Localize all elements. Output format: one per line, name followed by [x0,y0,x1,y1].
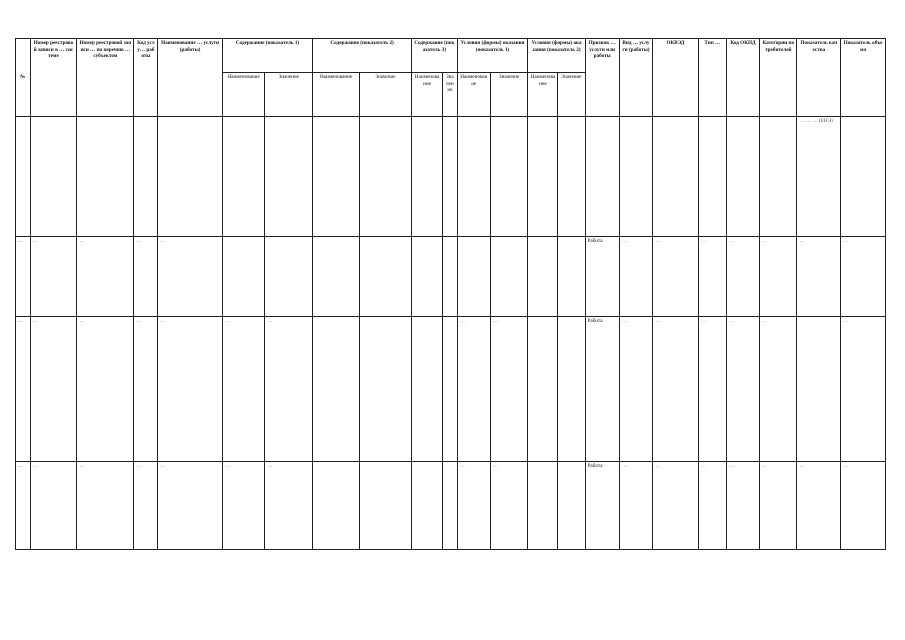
sub-c3-value: Значение [443,73,458,117]
note-kach: … … … (ЕНЭ) [797,117,841,237]
sub-c2-name: Наименование [313,73,360,117]
col-reg-subject: Номер реестровой записи … по перечню … субъектом [77,39,134,117]
col-pokaz-ob: Показатель объема [841,39,886,117]
col-okpd: Код ОКПД [726,39,759,117]
sub-c2-value: Значение [359,73,411,117]
col-priz: Признак … услуги или работы [585,39,619,117]
header-row [16,39,886,73]
sub-cond2-value: Значение [558,73,585,117]
col-code: Код услу… работы [134,39,158,117]
col-pokaz-kach: Показатель качества [797,39,841,117]
table-row: … … … … … … … … … Работа … … … … … … [16,317,886,462]
sub-c1-value: Значение [265,73,313,117]
sub-c1-name: Наименование [222,73,265,117]
sub-cond1-value: Значение [490,73,527,117]
col-okved: ОКВЭД [653,39,699,117]
col-content2: Содержание (показатель 2) [313,39,412,73]
col-cond1: Условия (формы) оказания (показатель 1) [457,39,528,73]
col-no: № [16,39,31,117]
col-type: Тип … [698,39,726,117]
col-reg-system: Номер реестровой записи в … системе [30,39,77,117]
col-content3: Содержание (показатель 3) [411,39,457,73]
col-name: Наименование … услуги (работы) [158,39,222,117]
registry-table [15,38,886,550]
table-row [16,117,886,237]
sub-cond1-name: Наименование [457,73,490,117]
table-row: … … … … … Работа … … … … … … … [16,237,886,317]
col-cond2: Условия (формы) оказания (показатель 2) [528,39,585,73]
col-content1: Содержание (показатель 1) [222,39,312,73]
col-kat: Категории потребителей [760,39,797,117]
col-vid: Вид … услуги (работы) [619,39,652,117]
sub-cond2-name: Наименование [528,73,558,117]
sub-c3-name: Наименование [411,73,442,117]
table-row: … … … … … … … … … Работа … … … … … … … [16,462,886,550]
